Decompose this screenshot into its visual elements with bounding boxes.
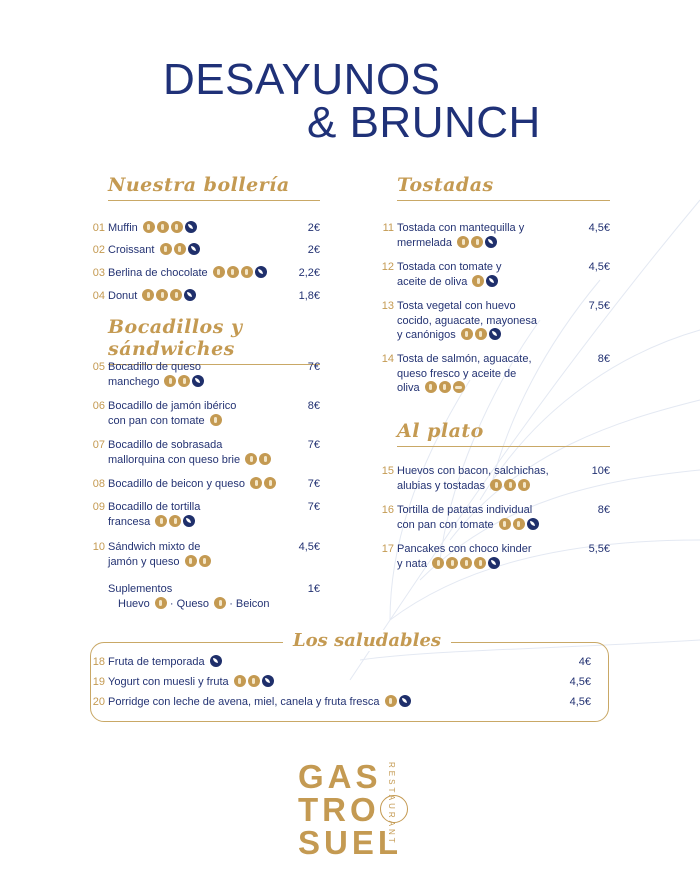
item-name-line: Bocadillo de beicon y queso <box>108 477 276 492</box>
egg-icon <box>475 328 487 340</box>
item-price: 4,5€ <box>569 676 591 688</box>
item-name-line: mermelada <box>397 236 524 251</box>
item-name-line: francesa <box>108 515 200 530</box>
item-price: 7€ <box>307 501 320 513</box>
item-price: 7€ <box>307 361 320 373</box>
item-name <box>108 540 211 569</box>
veg-icon <box>184 289 196 301</box>
item-number: 07 <box>92 439 105 451</box>
item-name-line: cocido, aguacate, mayonesa <box>397 314 538 327</box>
item-number: 18 <box>92 656 105 668</box>
item-name-line: Donut <box>108 289 196 304</box>
gluten-icon <box>250 477 262 489</box>
item-name-line: Muffin <box>108 221 197 236</box>
section-heading: Tostadas <box>397 174 494 196</box>
healthy-heading: Los saludables <box>283 630 451 651</box>
item-price: 10€ <box>591 465 610 477</box>
veg-icon <box>255 266 267 278</box>
logo-line-2: TRO <box>298 793 408 826</box>
gluten-icon <box>432 557 444 569</box>
item-price: 4,5€ <box>588 222 610 234</box>
item-number: 06 <box>92 400 105 412</box>
item-number: 16 <box>381 504 394 516</box>
milk-icon <box>227 266 239 278</box>
egg-icon <box>155 597 167 609</box>
gluten-icon <box>425 381 437 393</box>
item-name <box>108 360 204 389</box>
veg-icon <box>486 275 498 287</box>
gluten-icon <box>143 221 155 233</box>
milk-icon <box>439 381 451 393</box>
item-number: 11 <box>382 222 394 234</box>
veg-icon <box>527 518 539 530</box>
soy-icon <box>518 479 530 491</box>
item-name <box>108 266 267 281</box>
item-name <box>108 243 200 258</box>
milk-icon <box>264 477 276 489</box>
veg-icon <box>185 221 197 233</box>
item-name-line: Bocadillo de jamón ibérico <box>108 400 237 412</box>
egg-icon <box>241 266 253 278</box>
veg-icon <box>210 655 222 667</box>
supplements <box>90 582 320 612</box>
milk-icon <box>214 597 226 609</box>
gluten-icon <box>142 289 154 301</box>
logo-restaurant: RESTAURANT <box>387 762 396 846</box>
veg-icon <box>489 328 501 340</box>
title-line-2: & BRUNCH <box>307 98 541 147</box>
gluten-icon <box>490 479 502 491</box>
item-name-line: y canónigos <box>397 328 537 343</box>
gluten-icon <box>213 266 225 278</box>
item-name <box>397 299 537 343</box>
item-name-line: Huevos con bacon, salchichas, <box>397 465 549 477</box>
item-name-line: Pancakes con choco kinder <box>397 543 532 555</box>
supplements-price: 1€ <box>307 583 320 595</box>
veg-icon <box>399 695 411 707</box>
item-price: 2€ <box>307 222 320 234</box>
section-heading: Bocadillos y sándwiches <box>108 316 243 360</box>
item-name-line: manchego <box>108 375 204 390</box>
section-bolleria <box>90 174 320 304</box>
item-name-line: Bocadillo de sobrasada <box>108 439 223 451</box>
egg-icon <box>169 515 181 527</box>
section-heading: Al plato <box>397 420 484 442</box>
veg-icon <box>188 243 200 255</box>
item-name-line: Yogurt con muesli y fruta <box>108 675 274 690</box>
item-price: 8€ <box>597 353 610 365</box>
item-price: 1,8€ <box>298 290 320 302</box>
supplement-beicon: · Beicon <box>229 598 270 610</box>
logo-line-3: SUEL <box>298 824 403 861</box>
milk-icon <box>174 243 186 255</box>
item-number: 01 <box>92 222 105 234</box>
gluten-icon <box>160 243 172 255</box>
item-price: 8€ <box>307 400 320 412</box>
gluten-icon <box>461 328 473 340</box>
item-number: 08 <box>92 478 105 490</box>
gluten-icon <box>155 515 167 527</box>
egg-icon <box>170 289 182 301</box>
section-saludables <box>90 655 591 715</box>
milk-icon <box>157 221 169 233</box>
item-number: 20 <box>92 696 105 708</box>
item-price: 8€ <box>597 504 610 516</box>
veg-icon <box>192 375 204 387</box>
veg-icon <box>183 515 195 527</box>
item-name <box>397 221 524 250</box>
item-name <box>108 399 236 428</box>
item-name-line: mallorquina con queso brie <box>108 453 271 468</box>
milk-icon <box>471 236 483 248</box>
gluten-icon <box>472 275 484 287</box>
item-name-line: y nata <box>397 557 532 572</box>
milk-icon <box>259 453 271 465</box>
veg-icon <box>485 236 497 248</box>
item-name-line: con pan con tomate <box>108 414 236 429</box>
item-name-line: Tortilla de patatas individual <box>397 504 533 516</box>
item-price: 7,5€ <box>588 300 610 312</box>
item-name-line: Croissant <box>108 243 200 258</box>
item-name-line: Berlina de chocolate <box>108 266 267 281</box>
soy-icon <box>474 557 486 569</box>
section-divider <box>397 446 610 447</box>
item-name-line: Tosta vegetal con huevo <box>397 300 516 312</box>
veg-icon <box>262 675 274 687</box>
item-name <box>397 352 532 396</box>
item-name-line: queso fresco y aceite de <box>397 367 517 380</box>
gluten-icon <box>164 375 176 387</box>
section-heading: Nuestra bollería <box>108 174 290 196</box>
item-price: 2€ <box>307 244 320 256</box>
item-number: 13 <box>381 300 394 312</box>
item-price: 2,2€ <box>298 267 320 279</box>
fish-icon <box>453 381 465 393</box>
item-name <box>108 221 197 236</box>
logo-line-1: GAS <box>298 758 382 795</box>
section-divider <box>397 200 610 201</box>
section-al-plato <box>379 420 610 570</box>
item-name-line: Bocadillo de queso <box>108 361 201 373</box>
item-price: 4,5€ <box>569 696 591 708</box>
veg-icon <box>488 557 500 569</box>
item-name-line: Tostada con tomate y <box>397 261 502 273</box>
item-number: 03 <box>92 267 105 279</box>
item-number: 04 <box>92 290 105 302</box>
item-number: 15 <box>381 465 394 477</box>
item-price: 4,5€ <box>588 261 610 273</box>
item-price: 7€ <box>307 439 320 451</box>
item-name-line: Bocadillo de tortilla <box>108 501 201 513</box>
item-name <box>397 542 532 571</box>
gluten-icon <box>185 555 197 567</box>
item-price: 7€ <box>307 478 320 490</box>
milk-icon <box>248 675 260 687</box>
item-name <box>108 675 274 690</box>
egg-icon <box>504 479 516 491</box>
item-price: 4€ <box>578 656 591 668</box>
item-price: 4,5€ <box>298 541 320 553</box>
item-number: 12 <box>381 261 394 273</box>
item-name-line: jamón y queso <box>108 555 211 570</box>
item-name-line: Sándwich mixto de <box>108 541 201 553</box>
item-name <box>397 464 549 493</box>
supplements-label: Suplementos <box>108 583 173 595</box>
milk-icon <box>199 555 211 567</box>
item-name <box>108 438 271 467</box>
egg-icon <box>513 518 525 530</box>
section-bocadillos <box>90 316 320 566</box>
gluten-icon <box>457 236 469 248</box>
item-number: 19 <box>92 676 105 688</box>
gluten-icon <box>499 518 511 530</box>
title-line-1: DESAYUNOS <box>163 55 441 104</box>
gluten-icon <box>385 695 397 707</box>
item-number: 09 <box>92 501 105 513</box>
section-divider <box>108 200 320 201</box>
item-name-line: oliva <box>397 381 532 396</box>
item-name <box>397 503 539 532</box>
item-name-line: Porridge con leche de avena, miel, canela y fruta fresca <box>108 695 411 710</box>
milk-icon <box>446 557 458 569</box>
item-name-line: Fruta de temporada <box>108 655 222 670</box>
item-number: 14 <box>381 353 394 365</box>
section-tostadas <box>379 174 610 394</box>
item-name <box>108 500 200 529</box>
item-name <box>108 695 411 710</box>
egg-icon <box>460 557 472 569</box>
gluten-icon <box>210 414 222 426</box>
supplement-huevo: Huevo <box>118 598 150 610</box>
item-name <box>397 260 502 289</box>
milk-icon <box>156 289 168 301</box>
gluten-icon <box>245 453 257 465</box>
supplement-queso: · Queso <box>169 598 210 610</box>
item-price: 5,5€ <box>588 543 610 555</box>
item-name <box>108 655 222 670</box>
item-number: 05 <box>92 361 105 373</box>
egg-icon <box>171 221 183 233</box>
gluten-icon <box>234 675 246 687</box>
item-name-line: aceite de oliva <box>397 275 502 290</box>
item-name-line: Tosta de salmón, aguacate, <box>397 353 532 365</box>
item-number: 10 <box>92 541 105 553</box>
item-number: 02 <box>92 244 105 256</box>
item-number: 17 <box>381 543 394 555</box>
item-name-line: Tostada con mantequilla y <box>397 222 525 234</box>
milk-icon <box>178 375 190 387</box>
item-name <box>108 289 196 304</box>
item-name-line: con pan con tomate <box>397 518 539 533</box>
item-name <box>108 477 276 492</box>
item-name-line: alubias y tostadas <box>397 479 549 494</box>
